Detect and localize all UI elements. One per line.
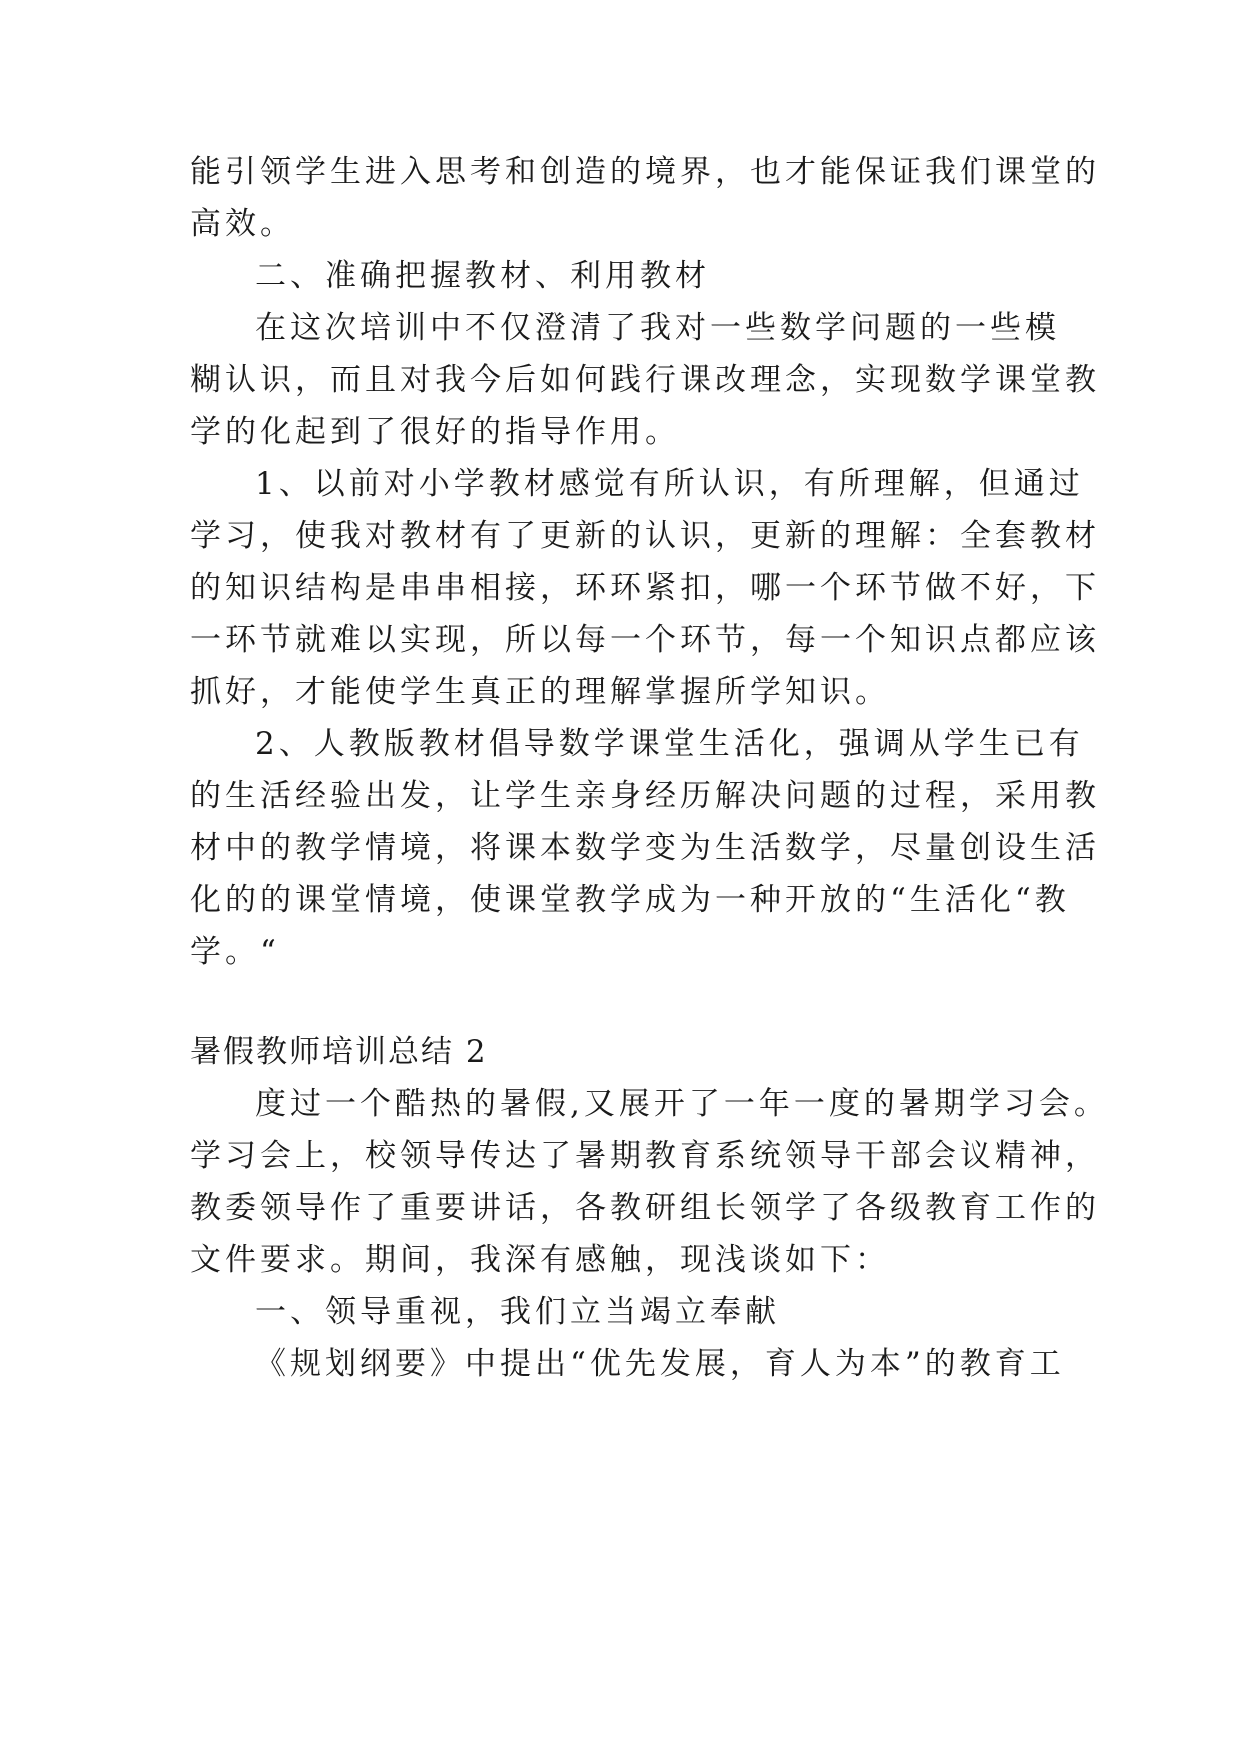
text-line: 糊认识，而且对我今后如何践行课改理念，实现数学课堂教 xyxy=(190,362,1100,398)
text-line: 化的的课堂情境，使课堂教学成为一种开放的“生活化“教 xyxy=(190,882,1070,918)
text-line: 的生活经验出发，让学生亲身经历解决问题的过程，采用教 xyxy=(190,778,1100,814)
text-line: 度过一个酷热的暑假,又展开了一年一度的暑期学习会。 xyxy=(255,1086,1109,1122)
text-line: 能引领学生进入思考和创造的境界，也才能保证我们课堂的 xyxy=(190,154,1100,190)
document-title: 暑假教师培训总结 2 xyxy=(190,1034,488,1070)
text-line: 学习会上，校领导传达了暑期教育系统领导干部会议精神， xyxy=(190,1138,1100,1174)
text-line: 教委领导作了重要讲话，各教研组长领学了各级教育工作的 xyxy=(190,1190,1100,1226)
section-heading: 二、准确把握教材、利用教材 xyxy=(255,258,710,294)
text-line: 材中的教学情境，将课本数学变为生活数学，尽量创设生活 xyxy=(190,830,1100,866)
section-heading: 一、领导重视，我们立当竭立奉献 xyxy=(255,1294,780,1330)
text-line: 学习，使我对教材有了更新的认识，更新的理解：全套教材 xyxy=(190,518,1100,554)
text-line: 学的化起到了很好的指导作用。 xyxy=(190,414,680,450)
text-line: 《规划纲要》中提出“优先发展，育人为本”的教育工 xyxy=(255,1346,1065,1382)
text-line: 1、以前对小学教材感觉有所认识，有所理解，但通过 xyxy=(255,466,1084,502)
text-line: 文件要求。期间，我深有感触，现浅谈如下： xyxy=(190,1242,890,1278)
text-line: 高效。 xyxy=(190,206,295,242)
text-line: 学。“ xyxy=(190,934,280,970)
text-line: 一环节就难以实现，所以每一个环节，每一个知识点都应该 xyxy=(190,622,1100,658)
text-line: 在这次培训中不仅澄清了我对一些数学问题的一些模 xyxy=(255,310,1060,346)
text-line: 的知识结构是串串相接，环环紧扣，哪一个环节做不好，下 xyxy=(190,570,1100,606)
text-line: 抓好，才能使学生真正的理解掌握所学知识。 xyxy=(190,674,890,710)
text-line: 2、人教版教材倡导数学课堂生活化，强调从学生已有 xyxy=(255,726,1084,762)
